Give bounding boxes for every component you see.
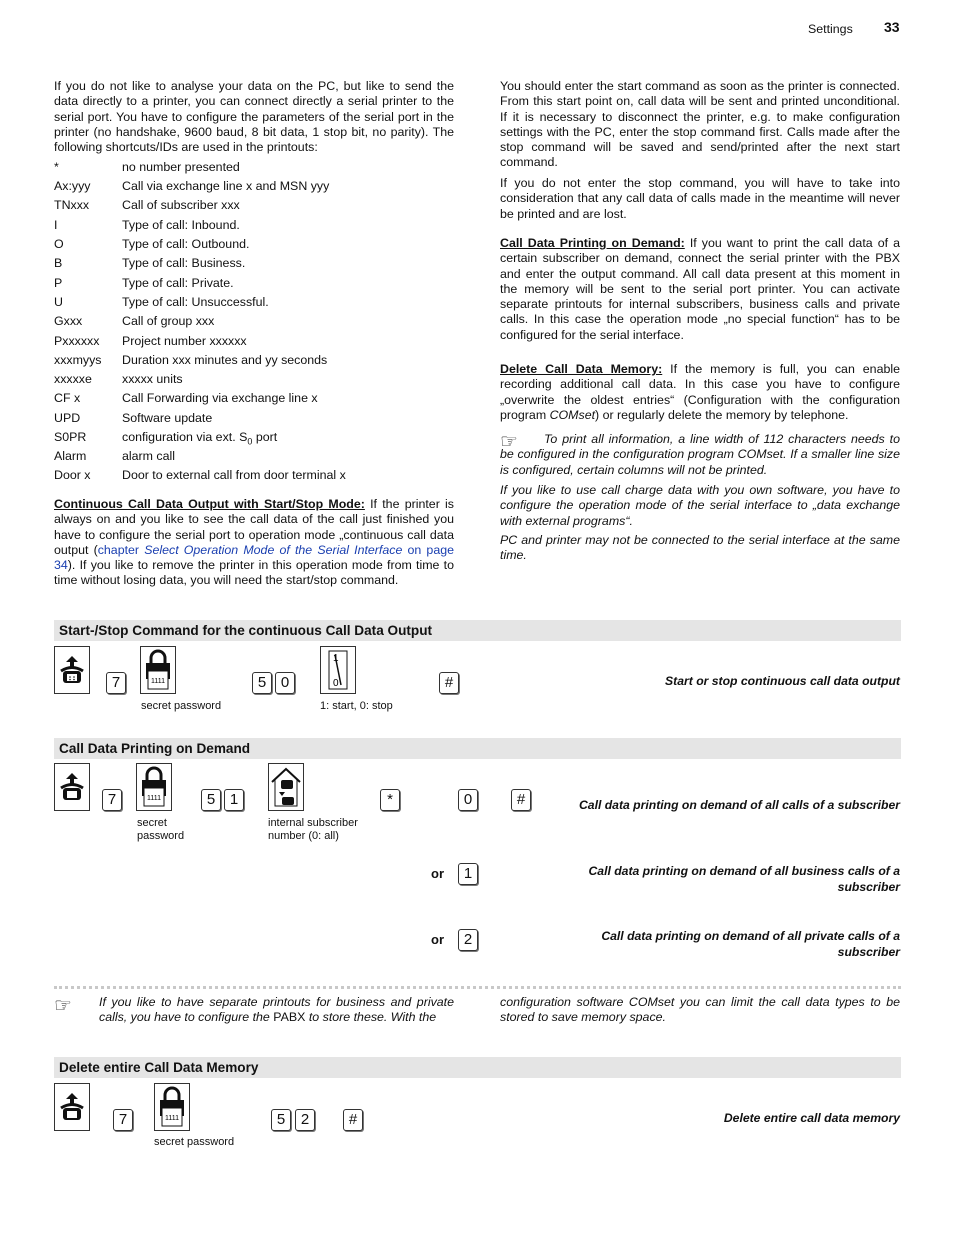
key-7[interactable]: 7: [106, 672, 126, 694]
key-7[interactable]: 7: [102, 789, 122, 811]
shortcut-meaning: xxxxx units: [122, 372, 183, 386]
key-hash[interactable]: #: [439, 672, 459, 694]
shortcut-key: B: [54, 256, 63, 270]
pointing-hand-icon: ☞: [54, 995, 72, 1017]
desc-demand-business: Call data printing on demand of all business calls of a subscriber: [588, 864, 900, 894]
caption-secret-password: secret password: [141, 700, 222, 712]
shortcut-row: [54, 430, 454, 449]
shortcut-row: [54, 449, 454, 468]
password-digits: 1111: [146, 795, 162, 802]
shortcut-key: P: [54, 276, 63, 290]
shortcut-row: [54, 295, 454, 314]
shortcut-key: Ax:yyy: [54, 179, 91, 193]
xref-link-title[interactable]: Select Operation Mode of the Serial Interface: [144, 542, 403, 557]
caption-subscriber-number: number (0: all): [268, 830, 339, 842]
key-0[interactable]: 0: [458, 789, 478, 811]
caption-start-stop: 1: start, 0: stop: [320, 700, 393, 712]
shortcut-key: Door x: [54, 468, 91, 482]
or-label-private: or: [431, 932, 444, 947]
key-7[interactable]: 7: [113, 1109, 133, 1131]
shortcut-meaning: Type of call: Inbound.: [122, 218, 240, 232]
subscriber-house-icon: [268, 763, 304, 811]
password-digits: 1111: [164, 1115, 180, 1122]
shortcut-meaning: Project number xxxxxx: [122, 334, 247, 348]
stop-command-paragraph: If you do not enter the stop command, you will have to take into consideration that any call data of calls made in the meantime will never be printed and are lost.: [500, 176, 900, 221]
switch-icon: [320, 646, 356, 694]
password-lock-icon: [136, 763, 172, 811]
shortcut-meaning: Type of call: Unsuccessful.: [122, 295, 269, 309]
section-demand-title: Call Data Printing on Demand: [54, 738, 901, 759]
shortcut-row: [54, 391, 454, 410]
shortcut-key: O: [54, 237, 64, 251]
intro-paragraph: If you do not like to analyse your data on the PC, but like to send the data directly to a printer, you can connect directly a serial printer to the serial port. You have to configure the parameters of the serial port in the printer (no handshake, 9600 baud, 8 bit data, 1 stop bit, no parity). The following shortcuts/IDs are used in the printouts:: [54, 79, 454, 155]
key-5[interactable]: 5: [201, 789, 221, 811]
shortcut-meaning: Call Forwarding via exchange line x: [122, 391, 318, 405]
desc-demand-private: Call data printing on demand of all private calls of a subscriber: [601, 929, 900, 959]
shortcut-meaning: Call of group xxx: [122, 314, 215, 328]
key-0[interactable]: 0: [275, 672, 295, 694]
switch-label-bottom: 0: [333, 678, 339, 689]
demand-paragraph: [500, 236, 900, 343]
continuous-output-text-1: If the printer is always on and you like to see the call data of the call just finished you have to configure the serial port to operation mode „continuous call data output (: [54, 497, 454, 557]
shortcut-row: [54, 411, 454, 430]
demand-heading: Call Data Printing on Demand:: [500, 236, 685, 250]
subscript-zero: 0: [247, 436, 253, 447]
delete-text-2: ) or regularly delete the memory by telephone.: [595, 407, 849, 422]
demand-text: If you want to print the call data of a certain subscriber on demand, connect the serial printer with the PBX and enter the output command. All call data present at this moment in the memory will be sent to the serial port printer. You can activate separate printouts for internal subscribers, business calls and private calls. In this case the operation mode „no special function“ has to be configured for the serial interface.: [500, 236, 900, 342]
running-header-section: Settings: [808, 22, 853, 36]
start-command-paragraph: You should enter the start command as soon as the printer is connected. From this start point on, call data will be sent and printed unconditional. If it is necessary to disconnect the printer, e.g. to make configuration settings with the PC, enter the stop command first. Calls made after the stop command will be saved and send/printed after the next start command.: [500, 79, 900, 170]
or-label-business: or: [431, 866, 444, 881]
key-2-private[interactable]: 2: [458, 929, 478, 951]
shortcut-row: [54, 372, 454, 391]
note-separate-printouts: If you like to have separate printouts for business and private calls, you have to configure the PABX to store these. With the: [99, 995, 454, 1025]
shortcut-row: [54, 256, 454, 275]
section-start-stop-title: Start-/Stop Command for the continuous Call Data Output: [54, 620, 901, 641]
page-number: 33: [884, 19, 900, 35]
shortcut-row: [54, 160, 454, 179]
shortcut-meaning: Type of call: Business.: [122, 256, 246, 270]
shortcut-key: Gxxx: [54, 314, 83, 328]
key-1-business[interactable]: 1: [458, 863, 478, 885]
shortcut-meaning: Software update: [122, 411, 213, 425]
shortcut-meaning: Type of call: Outbound.: [122, 237, 250, 251]
shortcut-meaning: Call of subscriber xxx: [122, 198, 240, 212]
caption-password: password: [137, 830, 185, 842]
shortcut-key: xxxmyys: [54, 353, 102, 367]
handset-icon: [54, 1083, 90, 1131]
shortcut-meaning: configuration via ext. $S_0$ port: [122, 430, 278, 447]
key-2[interactable]: 2: [295, 1109, 315, 1131]
desc-delete: Delete entire call data memory: [723, 1111, 900, 1125]
note-comset-limit: configuration software COMset you can limit the call data types to be stored to save memory space.: [500, 995, 900, 1025]
shortcut-row: [54, 353, 454, 372]
xref-link-chapter[interactable]: chapter: [97, 542, 145, 557]
handset-icon: [54, 646, 90, 694]
key-1[interactable]: 1: [224, 789, 244, 811]
key-hash[interactable]: #: [511, 789, 531, 811]
key-hash[interactable]: #: [343, 1109, 363, 1131]
shortcut-key: TNxxx: [54, 198, 90, 212]
shortcut-row: [54, 237, 454, 256]
section-delete-title: Delete entire Call Data Memory: [54, 1057, 901, 1078]
continuous-output-heading: Continuous Call Data Output with Start/Stop Mode:: [54, 497, 365, 511]
shortcut-meaning: Call via exchange line x and MSN yyy: [122, 179, 330, 193]
continuous-output-text-2: ). If you like to remove the printer in this operation mode from time to time without losing data, you will need the start/stop command.: [54, 558, 454, 588]
dotted-divider: [54, 986, 901, 989]
shortcut-meaning: Door to external call from door terminal x: [122, 468, 346, 482]
handset-icon: [54, 763, 90, 811]
password-digits: 1111: [150, 678, 166, 685]
shortcut-meaning: Duration xxx minutes and yy seconds: [122, 353, 328, 367]
key-star[interactable]: *: [380, 789, 400, 811]
shortcut-row: [54, 468, 454, 487]
shortcut-meaning: alarm call: [122, 449, 176, 463]
shortcut-key: Alarm: [54, 449, 87, 463]
note-external-programs: If you like to use call charge data with you own software, you have to configure the operation mode of the serial interface to „data exchange with external programs“.: [500, 483, 900, 528]
shortcut-key: UPD: [54, 411, 81, 425]
delete-text-comset: COMset: [549, 407, 596, 422]
desc-demand-all: Call data printing on demand of all calls of a subscriber: [579, 798, 900, 812]
shortcut-row: [54, 334, 454, 353]
password-lock-icon: [154, 1083, 190, 1131]
caption-secret: secret: [137, 817, 167, 829]
caption-internal-subscriber: internal subscriber: [268, 817, 358, 829]
switch-label-top: 1: [333, 653, 339, 664]
shortcut-key: CF x: [54, 391, 81, 405]
key-5[interactable]: 5: [271, 1109, 291, 1131]
shortcut-key: I: [54, 218, 58, 232]
caption-secret-password: secret password: [154, 1136, 235, 1148]
note-line-width: To print all information, a line width of 112 characters needs to be configured in the configuration program COMset. If a smaller line size is configured, certain columns will not be printed.: [500, 432, 900, 477]
pointing-hand-icon: ☞: [500, 431, 518, 453]
desc-start-stop: Start or stop continuous call data output: [665, 674, 900, 688]
delete-text-1: If the memory is full, you can enable recording additional call data. In this case you have to configure „overwrite the oldest entries“ (Configuration with the configuration program: [500, 362, 900, 422]
shortcut-key: xxxxxe: [54, 372, 92, 386]
shortcut-key: U: [54, 295, 63, 309]
shortcut-row: [54, 276, 454, 295]
note-pc-printer: PC and printer may not be connected to the serial interface at the same time.: [500, 533, 900, 563]
shortcut-row: [54, 198, 454, 217]
shortcut-key: S0PR: [54, 430, 87, 444]
delete-heading: Delete Call Data Memory:: [500, 362, 663, 376]
xref-link-page[interactable]: on page 34: [54, 542, 454, 573]
shortcut-row: [54, 179, 454, 198]
shortcut-key: Pxxxxxx: [54, 334, 100, 348]
shortcut-meaning: no number presented: [122, 160, 240, 174]
password-lock-icon: [140, 646, 176, 694]
shortcut-meaning: Type of call: Private.: [122, 276, 234, 290]
key-5[interactable]: 5: [252, 672, 272, 694]
delete-paragraph: [500, 362, 900, 423]
continuous-output-paragraph: [54, 497, 454, 589]
shortcut-key: *: [54, 160, 59, 174]
shortcut-row: [54, 218, 454, 237]
shortcut-row: [54, 314, 454, 333]
